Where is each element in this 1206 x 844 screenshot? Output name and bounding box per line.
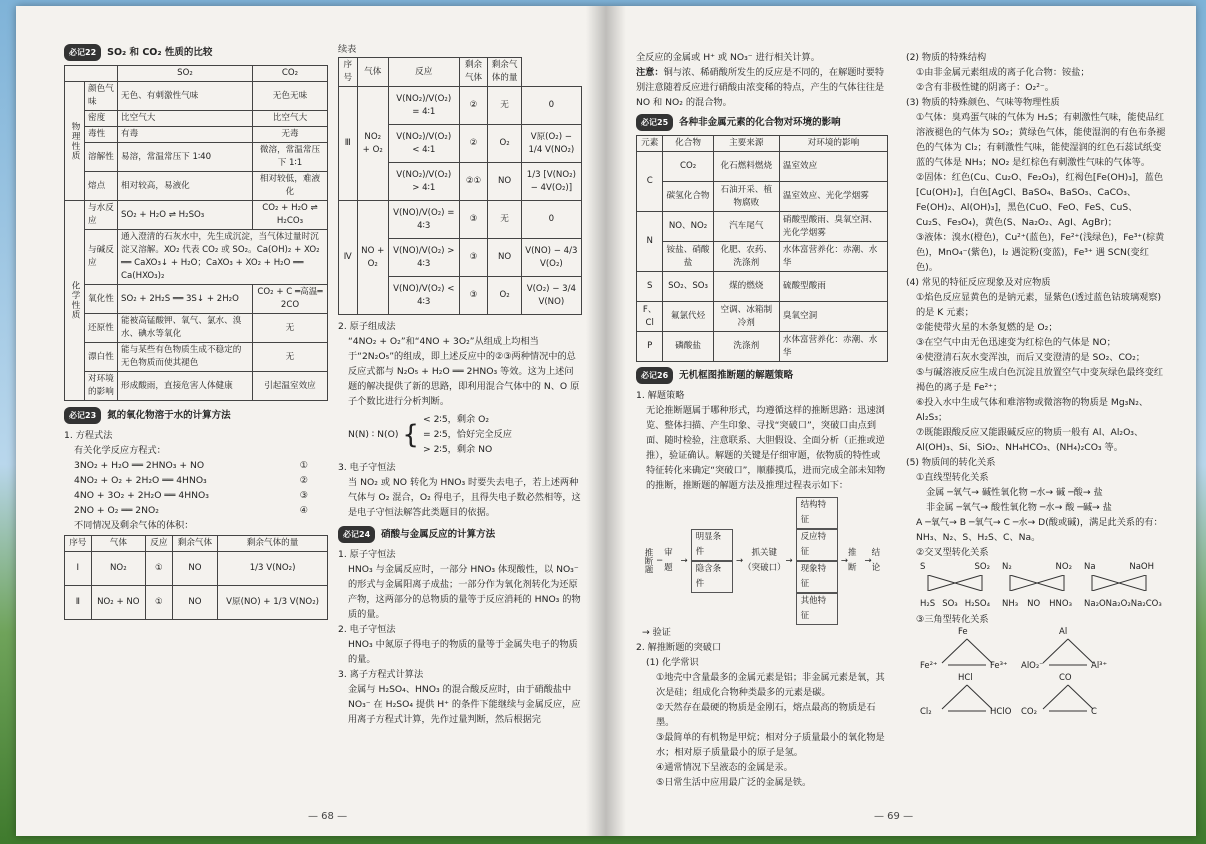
flow-key: 抓关键（突破口）: [743, 548, 786, 573]
row-key: 氧化性: [85, 285, 118, 314]
cross-node: Na₂O: [1084, 599, 1106, 609]
table-row: [637, 212, 888, 242]
subheading: 1. 原子守恒法: [338, 549, 396, 560]
cell-so2: SO₂ + 2H₂S ══ 3S↓ + 2H₂O: [118, 285, 253, 314]
subheading: (4) 常见的特征反应现象及对应物质: [906, 277, 1051, 288]
list-item: ⑦既能跟酸反应又能跟碱反应的物质一般有 Al、Al₂O₃、Al(OH)₃、Si、SiO₂、NH₄HCO₃、(NH₄)₂CO₃ 等。: [916, 427, 1144, 453]
table-row: [339, 201, 582, 239]
triangle-node: Fe³⁺: [990, 661, 1008, 671]
cross-top: [1084, 560, 1154, 575]
flow-infer: 推断: [848, 548, 857, 573]
table-cell: NO: [172, 552, 218, 586]
row-key: 对环境的影响: [85, 372, 118, 401]
cell-co2: CO₂ + C ═高温═ 2CO: [252, 285, 327, 314]
cell-co2: 无: [252, 343, 327, 372]
section-badge: 必记25: [636, 114, 673, 131]
flow-condition: 明显条件: [691, 529, 733, 561]
triangle-node: HClO: [990, 707, 1012, 717]
subheading: 1. 解题策略: [636, 390, 685, 401]
table-cell: ③: [459, 239, 488, 277]
cross-node: Na₂O₂: [1105, 599, 1131, 609]
col-header: 剩余气体的量: [488, 58, 521, 87]
table-cell: 水体富营养化：赤潮、水华: [779, 242, 887, 272]
table-cell: V(NO₂)/V(O₂) = 4∶1: [388, 87, 459, 125]
list-item: ②能使带火星的木条复燃的是 O₂；: [916, 322, 1058, 333]
page-number: — 69 —: [874, 811, 914, 822]
table-cell: V原(O₂) − 1/4 V(NO₂): [521, 125, 581, 163]
ratio-rule: [348, 412, 582, 457]
table-cell: ②: [459, 87, 488, 125]
table-cell: ③: [459, 201, 488, 239]
table-cell: NO₂ + NO: [91, 586, 145, 620]
equation-number: ①: [299, 460, 308, 471]
table-row: [637, 152, 888, 182]
page-number: — 68 —: [308, 811, 348, 822]
item-list: [906, 290, 1168, 455]
cross-bottom: [1002, 597, 1072, 612]
table-row: [65, 586, 328, 620]
table-cell: 温室效应: [779, 152, 887, 182]
ratio-lhs: N(N) ∶ N(O): [348, 429, 399, 440]
table-row: [637, 272, 888, 302]
cross-node: NO: [1027, 599, 1041, 609]
table-row: [65, 314, 328, 343]
triangle-diagram: [1021, 673, 1116, 719]
cell-so2: 无色、有刺激性气味: [118, 82, 253, 111]
cell-co2: 引起温室效应: [252, 372, 327, 401]
table-cell: 煤的燃烧: [713, 272, 779, 302]
cross-top: [1002, 560, 1072, 575]
subheading: 3. 电子守恒法: [338, 462, 396, 473]
row-key: 密度: [85, 111, 118, 127]
open-book: [16, 6, 1196, 836]
cross-node: Na: [1084, 562, 1096, 572]
flow-conditions: [688, 529, 736, 593]
list-item: ①焰色反应显黄色的是钠元素，显紫色(透过蓝色钴玻璃观察)的是 K 元素；: [916, 292, 1162, 318]
table-cell: V(NO)/V(O₂) < 4∶3: [388, 277, 459, 315]
cross-diagram: [1002, 560, 1072, 612]
table-row: [65, 552, 328, 586]
subheading: (1) 化学常识: [646, 657, 699, 668]
gas-volume-table: [64, 535, 328, 620]
paragraph: HNO₃ 中氮原子得电子的物质的量等于金属失电子的物质的量。: [348, 639, 578, 665]
flow-verify: → 验证: [642, 627, 671, 638]
cell-so2: 比空气大: [118, 111, 253, 127]
cell-co2: 比空气大: [252, 111, 327, 127]
subheading: (2) 物质的特殊结构: [906, 52, 987, 63]
cross-node: NaOH: [1129, 562, 1154, 572]
list-item: ①地壳中含量最多的金属元素是铝；非金属元素是氧，其次是硅；组成化合物种类最多的元素是碳。: [656, 672, 885, 698]
table-row: [65, 172, 328, 201]
subheading: 2. 解推断题的突破口: [636, 642, 722, 653]
col-header: 剩余气体: [459, 58, 488, 87]
list-item: ③在空气中由无色迅速变为红棕色的气体是 NO；: [916, 337, 1116, 348]
table-row: [637, 242, 888, 272]
table-cell: 0: [521, 201, 581, 239]
table-cell: 化肥、农药、洗涤剂: [713, 242, 779, 272]
left-column-b: [338, 42, 582, 727]
cross-node: HNO₃: [1049, 599, 1072, 609]
triangle-node: CO₂: [1021, 707, 1038, 717]
cell-co2: 微溶，常温常压下 1∶1: [252, 143, 327, 172]
subheading: 3. 离子方程式计算法: [338, 669, 424, 680]
table-row: [65, 82, 328, 111]
triangle-node: Fe²⁺: [920, 661, 938, 671]
ratio-case: > 2∶5，剩余 NO: [422, 444, 493, 455]
row-key: 漂白性: [85, 343, 118, 372]
equation-list: [64, 458, 328, 518]
note-text: 铜与浓、稀硝酸所发生的反应是不同的，在解题时要特别注意随着反应进行硝酸由浓变稀的特点，产生的气体往往是 NO 和 NO₂ 的混合物。: [636, 67, 885, 108]
col-header: 对环境的影响: [779, 136, 887, 152]
col-header: SO₂: [118, 66, 253, 82]
table-cell: ②: [459, 125, 488, 163]
table-cell: V(NO₂)/V(O₂) < 4∶1: [388, 125, 459, 163]
continued-table: [338, 57, 582, 315]
flow-feature: 结构特征: [796, 497, 838, 529]
table-cell: ①: [146, 586, 173, 620]
section-title: 硝酸与金属反应的计算方法: [381, 529, 496, 540]
cross-diagram: [920, 560, 990, 612]
table-row: [65, 201, 328, 230]
book-gutter: [586, 6, 626, 836]
row-key: 毒性: [85, 127, 118, 143]
table-cell: Ⅱ: [65, 586, 92, 620]
table-row: [65, 230, 328, 285]
cross-top: [920, 560, 990, 575]
list-item: ⑥投入水中生成气体和难溶物或微溶物的物质是 Mg₃N₂、Al₂S₃；: [916, 397, 1149, 423]
equation: 4NO₂ + O₂ + 2H₂O ══ 4HNO₃: [74, 475, 207, 486]
section-badge: 必记23: [64, 407, 101, 424]
table-cell: 温室效应、光化学烟雾: [779, 182, 887, 212]
element-cell: N: [637, 212, 663, 272]
flow-start: 推断题: [643, 548, 653, 574]
cross-node: H₂S: [920, 599, 936, 609]
cell-so2: SO₂ + H₂O ⇌ H₂SO₃: [118, 201, 253, 230]
table-cell: 空调、冰箱制冷剂: [713, 302, 779, 332]
paragraph: 全反应的金属或 H⁺ 或 NO₃⁻ 进行相关计算。: [636, 52, 820, 63]
cross-node: H₂SO₄: [964, 599, 990, 609]
cell-so2: 有毒: [118, 127, 253, 143]
table-cell: 磷酸盐: [663, 332, 713, 362]
col-header: 剩余气体的量: [218, 536, 328, 552]
triangle-node: CO: [1059, 673, 1072, 683]
note-label: 注意：: [636, 67, 664, 78]
triangle-diagrams: [906, 627, 1168, 719]
table-cell: 水体富营养化：赤潮、水华: [779, 332, 887, 362]
cross-lines: [920, 575, 990, 591]
section-badge: 必记22: [64, 44, 101, 61]
table-cell: 1/3 V(NO₂): [218, 552, 328, 586]
table-cell: 石油开采、植物腐败: [713, 182, 779, 212]
list-item: ②固体：红色(Cu、Cu₂O、Fe₂O₃)，红褐色[Fe(OH)₃]，蓝色[Cu(OH)₂]，白色[AgCl、BaSO₄、BaSO₃、CaCO₃、Fe(OH)₂、Al(OH)₃]，黑色(CuO、FeO、FeS、CuS、Cu₂S、Fe₃O₄)，黄色(S、Na₂O₂、AgI、AgBr)；: [916, 172, 1164, 228]
cell-merged: 通入澄清的石灰水中，先生成沉淀，当气体过量时沉淀又溶解。XO₂ 代表 CO₂ 或 SO₂。Ca(OH)₂ + XO₂ ══ CaXO₃↓ + H₂O；CaXO₃ + XO₂ + H₂O ══ Ca(HXO₃)₂: [118, 230, 328, 285]
cross-diagram: [1084, 560, 1162, 612]
group-label: 物理性质: [65, 82, 85, 201]
subheading: 1. 方程式法: [64, 430, 113, 441]
triangle-diagram: [1021, 627, 1116, 673]
strategy-flowchart: 推断题 ─ 审题 → 明显条件 隐含条件 → 抓关键（突破口） → 结构特征 反应特征 现象特征 其他特征 → 推断 → 结论: [640, 497, 888, 625]
triangle-node: Fe: [958, 627, 968, 637]
group-number: Ⅲ: [339, 87, 358, 201]
flow-features: [793, 497, 841, 625]
table-row: [637, 302, 888, 332]
table-corner: [65, 66, 118, 82]
cross-bottom: [1084, 597, 1162, 612]
subheading: (3) 物质的特殊颜色、气味等物理性质: [906, 97, 1060, 108]
table-cell: O₂: [488, 277, 521, 315]
table-cell: NO₂: [91, 552, 145, 586]
table-cell: V(O₂) − 3/4 V(NO): [521, 277, 581, 315]
table-cell: 氟氯代烃: [663, 302, 713, 332]
list-item: ①由非金属元素组成的离子化合物：铵盐；: [916, 67, 1090, 78]
cross-node: NH₃: [1002, 599, 1019, 609]
group-gas: NO₂ + O₂: [357, 87, 388, 201]
table-cell: V(NO)/V(O₂) = 4∶3: [388, 201, 459, 239]
flow-condition: 隐含条件: [691, 561, 733, 593]
paragraph: 不同情况及剩余气体的体积：: [74, 520, 194, 531]
cross-node: Na₂CO₃: [1130, 599, 1162, 609]
cross-node: SO₂: [974, 562, 990, 572]
col-header: 剩余气体: [172, 536, 218, 552]
table-cell: V(NO₂)/V(O₂) > 4∶1: [388, 163, 459, 201]
so2-co2-table: [64, 65, 328, 401]
cell-co2: 无毒: [252, 127, 327, 143]
cross-bottom: [920, 597, 990, 612]
table-cell: 硫酸型酸雨: [779, 272, 887, 302]
cross-node: N₂: [1002, 562, 1012, 572]
table-cell: 0: [521, 87, 581, 125]
section-badge: 必记26: [636, 367, 673, 384]
row-key: 溶解性: [85, 143, 118, 172]
table-cell: NO: [488, 163, 521, 201]
col-header: 序号: [339, 58, 358, 87]
paragraph: “4NO₂ + O₂”和“4NO + 3O₂”从组成上均相当于“2N₂O₅”的组成，即上述反应中的②③两种情况中的总反应式都与 N₂O₅ + H₂O ══ 2HNO₃ 等效。这为上述问题的解决提供了新的思路，即利用混合气体中的 N、O 原子个数比进行分析判断。: [348, 336, 580, 407]
table-cell: ①: [146, 552, 173, 586]
cross-node: NO₂: [1055, 562, 1072, 572]
triangle-node: Al³⁺: [1091, 661, 1108, 671]
list-item: ④使澄清石灰水变浑浊，而后又变澄清的是 SO₂、CO₂；: [916, 352, 1145, 363]
equation: 3NO₂ + H₂O ══ 2HNO₃ + NO: [74, 460, 205, 471]
triangle-node: Cl₂: [920, 707, 932, 717]
table-row: [65, 127, 328, 143]
chain: 非金属 ─氧气→ 酸性氧化物 ─水→ 酸 ─碱→ 盐: [926, 502, 1112, 513]
chain: A ─氧气→ B ─氧气→ C ─水→ D(酸或碱)，满足此关系的有：NH₃、N₂、S、H₂S、C、Na。: [916, 517, 1163, 543]
subheading: ②交叉型转化关系: [916, 547, 989, 558]
row-key: 与水反应: [85, 201, 118, 230]
table-row: [65, 143, 328, 172]
cross-diagrams: [906, 560, 1168, 612]
list-item: ①气体：臭鸡蛋气味的气体为 H₂S；有刺激性气味，能使品红溶液褪色的气体为 SO₂；黄绿色气体，能使湿润的有色布条褪色的气体为 Cl₂；有刺激性气味，能使湿润的红色石蕊试纸变蓝的气体是 NH₃；NO₂ 是红棕色有刺激性气味的气体等。: [916, 112, 1166, 168]
list-item: ③液体：溴水(橙色)，Cu²⁺(蓝色)，Fe²⁺(浅绿色)，Fe³⁺(棕黄色)，MnO₄⁻(紫色)，I₂ 遇淀粉(变蓝)，Fe³⁺ 遇 SCN(变红色)。: [916, 232, 1165, 273]
ratio-cases: [423, 412, 512, 457]
left-column-a: [64, 42, 328, 620]
section-23-header: [64, 407, 328, 424]
table-cell: 碳氢化合物: [663, 182, 713, 212]
section-22-header: [64, 44, 328, 61]
flow-end: 结论: [871, 548, 881, 573]
equation-row: [74, 458, 328, 473]
element-cell: P: [637, 332, 663, 362]
flow-feature: 现象特征: [796, 561, 838, 593]
subheading: 2. 原子组成法: [338, 321, 396, 332]
cell-so2: 相对较高，易液化: [118, 172, 253, 201]
col-header: 元素: [637, 136, 663, 152]
equation-number: ④: [299, 505, 308, 516]
paragraph: 有关化学反应方程式：: [74, 445, 166, 456]
row-key: 还原性: [85, 314, 118, 343]
col-header: 反应: [146, 536, 173, 552]
equation-number: ③: [299, 490, 308, 501]
row-key: 颜色气味: [85, 82, 118, 111]
col-header: CO₂: [252, 66, 327, 82]
table-cell: NO: [488, 239, 521, 277]
table-cell: 汽车尾气: [713, 212, 779, 242]
table-cell: CO₂: [663, 152, 713, 182]
table-cell: NO、NO₂: [663, 212, 713, 242]
group-number: Ⅳ: [339, 201, 358, 315]
right-column-a: [636, 50, 888, 790]
table-cell: 臭氧空洞: [779, 302, 887, 332]
col-header: 反应: [388, 58, 459, 87]
flow-feature: 其他特征: [796, 593, 838, 625]
table-cell: V(NO) − 4/3 V(O₂): [521, 239, 581, 277]
table-row: [65, 111, 328, 127]
paragraph: 当 NO₂ 或 NO 转化为 HNO₃ 时要失去电子，若上述两种气体与 O₂ 混合，O₂ 得电子，且得失电子数必然相等，这是电子守恒法解答此类题目的依据。: [348, 477, 581, 518]
list-item: ②天然存在最硬的物质是金刚石，熔点最高的物质是石墨。: [656, 702, 876, 728]
triangle-diagram: [920, 627, 1015, 673]
row-key: 熔点: [85, 172, 118, 201]
right-column-b: [906, 50, 1168, 719]
table-cell: 硝酸型酸雨、臭氧空洞、光化学烟雾: [779, 212, 887, 242]
cell-so2: 易溶，常温常压下 1∶40: [118, 143, 253, 172]
table-row: [637, 332, 888, 362]
right-page: [606, 6, 1196, 836]
triangle-node: HCl: [958, 673, 973, 683]
table-cell: O₂: [488, 125, 521, 163]
group-label: 化学性质: [65, 201, 85, 401]
row-key: 与碱反应: [85, 230, 118, 285]
section-25-header: [636, 114, 888, 131]
col-header: 主要来源: [713, 136, 779, 152]
section-title: 各种非金属元素的化合物对环境的影响: [679, 117, 841, 128]
table-cell: 无: [488, 87, 521, 125]
equation: 2NO + O₂ ══ 2NO₂: [74, 505, 159, 516]
subheading: ①直线型转化关系: [916, 472, 989, 483]
cross-lines: [1002, 575, 1072, 591]
subheading: 2. 电子守恒法: [338, 624, 396, 635]
col-header: 序号: [65, 536, 92, 552]
section-title: SO₂ 和 CO₂ 性质的比较: [107, 47, 213, 58]
list-item: ⑤与碱溶液反应生成白色沉淀且放置空气中变灰绿色最终变红褐色的离子是 Fe²⁺；: [916, 367, 1164, 393]
cell-so2: 形成酸雨，直接危害人体健康: [118, 372, 253, 401]
list-item: ⑤日常生活中应用最广泛的金属是铁。: [656, 777, 812, 788]
left-page: [16, 6, 606, 836]
cell-so2: 能与某些有色物质生成不稳定的无色物质而使其褪色: [118, 343, 253, 372]
group-gas: NO + O₂: [357, 201, 388, 315]
cross-lines: [1084, 575, 1154, 591]
flow-feature: 反应特征: [796, 529, 838, 561]
table-cell: 无: [488, 201, 521, 239]
cross-node: S: [920, 562, 926, 572]
table-row: [65, 343, 328, 372]
ratio-case: = 2∶5，恰好完全反应: [422, 429, 512, 440]
continued-label: 续表: [338, 44, 357, 55]
section-title: 氮的氧化物溶于水的计算方法: [107, 410, 231, 421]
triangle-node: AlO₂⁻: [1021, 661, 1044, 671]
flow-step: 审题: [664, 548, 673, 573]
table-cell: 化石燃料燃烧: [713, 152, 779, 182]
equation-row: [74, 473, 328, 488]
paragraph: 金属与 H₂SO₄、HNO₃ 的混合酸反应时，由于硝酸盐中 NO₃⁻ 在 H₂SO₄ 提供 H⁺ 的条件下能继续与金属反应，应用离子方程式计算，先作过量判断，然后根据完: [348, 684, 581, 725]
fact-list: [636, 670, 888, 790]
triangle-node: Al: [1059, 627, 1068, 637]
cross-node: SO₃: [942, 599, 958, 609]
cell-co2: CO₂ + H₂O ⇌ H₂CO₃: [252, 201, 327, 230]
table-cell: V原(NO) + 1/3 V(NO₂): [218, 586, 328, 620]
section-26-header: [636, 367, 888, 384]
table-cell: V(NO)/V(O₂) > 4∶3: [388, 239, 459, 277]
table-cell: SO₂、SO₃: [663, 272, 713, 302]
list-item: ④通常情况下呈液态的金属是汞。: [656, 762, 793, 773]
list-item: ②含有非极性键的阴离子：O₂²⁻。: [916, 82, 1054, 93]
paragraph: HNO₃ 与金属反应时，一部分 HNO₃ 体现酸性，以 NO₃⁻ 的形式与金属阳离子成盐；一部分作为氧化剂转化为还原产物，这两部分的总物质的量等于反应消耗的 HNO₃ 的物质的量。: [348, 564, 581, 620]
table-cell: 洗涤剂: [713, 332, 779, 362]
table-cell: 铵盐、硝酸盐: [663, 242, 713, 272]
cell-co2: 无: [252, 314, 327, 343]
table-cell: ②①: [459, 163, 488, 201]
col-header: 气体: [357, 58, 388, 87]
cell-co2: 相对较低，难液化: [252, 172, 327, 201]
equation: 4NO + 3O₂ + 2H₂O ══ 4HNO₃: [74, 490, 209, 501]
ratio-case: < 2∶5，剩余 O₂: [422, 414, 490, 425]
item-list: [906, 65, 1168, 95]
section-title: 无机框图推断题的解题策略: [679, 370, 794, 381]
element-cell: S: [637, 272, 663, 302]
environment-table: [636, 135, 888, 362]
subheading: ③三角型转化关系: [916, 614, 989, 625]
cell-co2: 无色无味: [252, 82, 327, 111]
triangle-diagram: [920, 673, 1015, 719]
table-cell: Ⅰ: [65, 552, 92, 586]
section-24-header: [338, 526, 582, 543]
equation-number: ②: [299, 475, 308, 486]
table-row: [65, 372, 328, 401]
table-row: [339, 87, 582, 125]
table-cell: ③: [459, 277, 488, 315]
paragraph: 无论推断题属于哪种形式，均遵循这样的推断思路：迅速浏览、整体扫描、产生印象、寻找“突破口”，突破口由点到面、随时检验，注意联系、大胆假设、全面分析（正推或逆推），验证确认。解题的关键是仔细审题，依物质的特性或特征转化来确定“突破口”，顺藤摸瓜，进而完成全部未知物的推断，推断题的解题方法及推理过程表示如下：: [646, 405, 886, 491]
col-header: 化合物: [663, 136, 713, 152]
chain: 金属 ─氧气→ 碱性氧化物 ─水→ 碱 ─酸→ 盐: [926, 487, 1103, 498]
section-badge: 必记24: [338, 526, 375, 543]
subheading: (5) 物质间的转化关系: [906, 457, 996, 468]
cell-so2: 能被高锰酸钾、氧气、氯水、溴水、碘水等氧化: [118, 314, 253, 343]
element-cell: F、Cl: [637, 302, 663, 332]
triangle-node: C: [1091, 707, 1097, 717]
list-item: ③最简单的有机物是甲烷；相对分子质量最小的氧化物是水；相对原子质量最小的原子是氢。: [656, 732, 885, 758]
item-list: [906, 110, 1168, 275]
table-cell: 1/3 [V(NO₂) − 4V(O₂)]: [521, 163, 581, 201]
equation-row: [74, 503, 328, 518]
col-header: 气体: [91, 536, 145, 552]
brace: {: [402, 419, 419, 450]
element-cell: C: [637, 152, 663, 212]
table-cell: NO: [172, 586, 218, 620]
equation-row: [74, 488, 328, 503]
table-row: [637, 182, 888, 212]
table-row: [65, 285, 328, 314]
